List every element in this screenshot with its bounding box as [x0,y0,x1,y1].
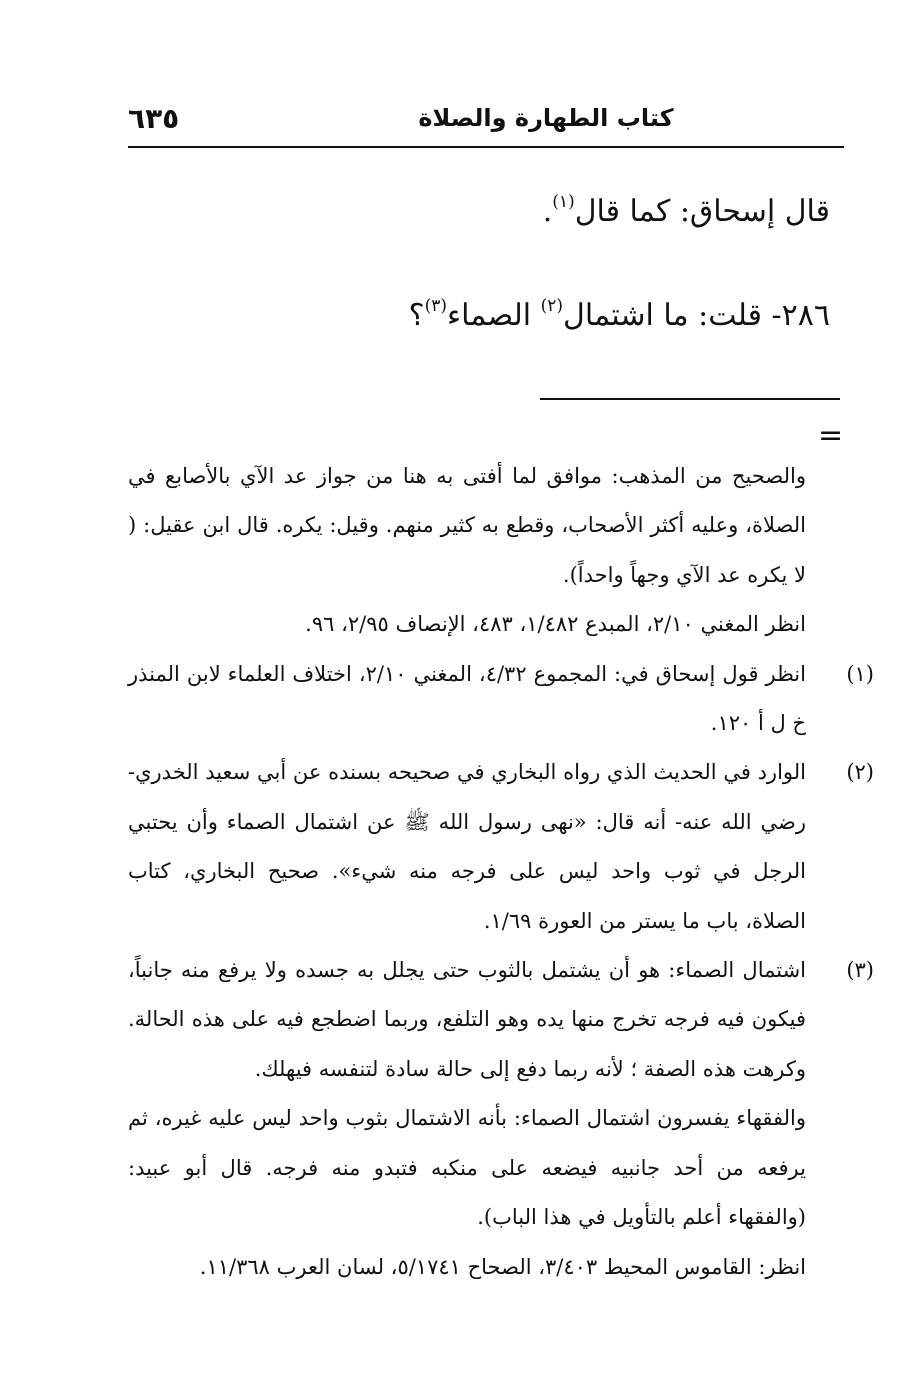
page-header [128,98,844,148]
question-mark: ؟ [408,298,425,333]
footnote-2-number: (٢) [846,760,874,785]
footnote-1-text: انظر قول إسحاق في: المجموع ٤/٣٢، المغني ٢/١٠، اختلاف العلماء لابن المنذر خ ل أ ١٢٠. [128,661,806,736]
footnote-3-paragraph-2: والفقهاء يفسرون اشتمال الصماء: بأنه الاشتمال بثوب واحد ليس عليه غيره، ثم يرفعه من أحد جانبيه فيضعه على منكبه فتبدو منه فرجه. قال أبو عبيد: (والفقهاء أعلم بالتأويل في هذا الباب). [128,1106,806,1230]
footnote-separator [540,398,840,400]
footnotes-section [128,452,874,1292]
main-text: قال إسحاق: كما قال [574,194,830,229]
main-text-line-1 [543,192,830,229]
footnote-continuation-paragraph: والصحيح من المذهب: موافق لما أفتى به هنا من جواز عد الآي بالأصابع في الصلاة، وعليه أكثر الأصحاب، وقطع به كثير منهم. وقيل: يكره. قال ابن عقيل: ( لا يكره عد الآي وجهاً واحداً). [128,464,806,587]
question-term: الصماء [447,298,541,333]
footnote-1 [128,650,874,749]
question-text: ٢٨٦- قلت: ما اشتمال [563,298,830,333]
footnote-ref-2: (٢) [540,296,564,316]
continuation-mark: = [818,418,844,453]
question-286 [409,296,830,333]
footnote-continuation-references: انظر المغني ٢/١٠، المبدع ١/٤٨٢، ٤٨٣، الإنصاف ٢/٩٥، ٩٦. [305,612,806,637]
footnote-3-references: انظر: القاموس المحيط ٣/٤٠٣، الصحاح ٥/١٧٤١، لسان العرب ١١/٣٦٨. [199,1254,806,1279]
footnote-2 [128,748,874,946]
footnote-ref-3: (٣) [424,296,447,316]
footnote-3-text: اشتمال الصماء: هو أن يشتمل بالثوب حتى يجلل به جسده ولا يرفع منه جانباً، فيكون فيه فرجه تخرج منها يده وهو التلفع، وربما اضطجع فيه على هذه الحالة. وكرهت هذه الصفة ؛ لأنه ربما دفع إلى حالة سادة لتنفسه فيهلك. [128,958,806,1081]
footnote-3 [128,946,874,1094]
page-number: ٦٣٥ [128,102,180,135]
footnote-ref-1: (١) [552,192,575,212]
book-title: كتاب الطهارة والصلاة [418,104,674,132]
main-text-end: . [542,194,553,229]
footnote-3-number: (٣) [846,958,874,983]
footnote-1-number: (١) [846,661,874,686]
footnote-2-text: الوارد في الحديث الذي رواه البخاري في صحيحه بسنده عن أبي سعيد الخدري- رضي الله عنه- أنه قال: «نهى رسول الله ﷺ عن اشتمال الصماء وأن يحتبي الرجل في ثوب واحد ليس على فرجه منه شيء». صحيح البخاري، كتاب الصلاة، باب ما يستر من العورة ١/٦٩. [128,760,806,933]
